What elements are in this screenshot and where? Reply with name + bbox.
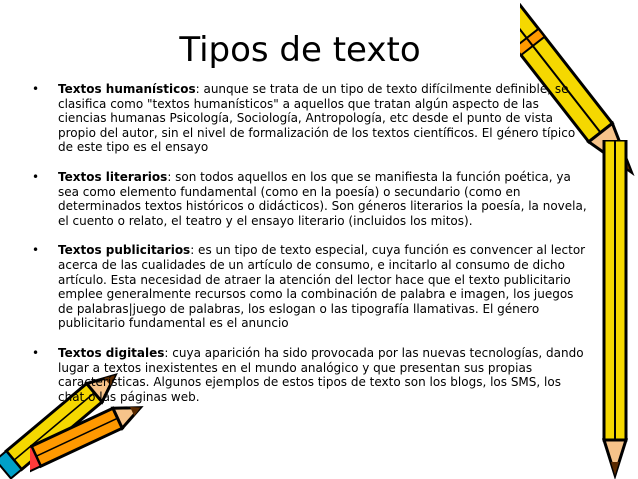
bullet-term: Textos humanísticos: [58, 82, 196, 96]
bullet-term: Textos digitales: [58, 345, 165, 360]
pencil-icon: [592, 140, 638, 479]
bullet-list: [28, 82, 588, 419]
bullet-text: : cuya aparición ha sido provocada por las nuevas tecnologías, dando lugar a textos inexistentes en el mundo analógico y que presentan sus propias características. Algunos ejemplos de estos tipos de texto son los blogs, los SMS, los chat o las páginas web.: [58, 345, 584, 404]
bullet-marker: •: [32, 169, 40, 184]
bullet-term: Textos literarios: [58, 169, 168, 184]
bullet-marker: •: [32, 345, 40, 360]
bullet-marker: •: [32, 243, 40, 258]
bullet-text: : aunque se trata de un tipo de texto difícilmente definible, se clasifica como "textos humanísticos" a aquellos que tratan algún aspecto de las ciencias humanas Psicología, Sociología, Antropología, etc desde el punto de vista propio del autor, sin el nivel de formalización de los textos científicos. El género típico de este tipo es el ensayo: [58, 82, 576, 155]
bullet-term: Textos publicitarios: [58, 243, 191, 258]
list-item: [28, 346, 588, 404]
slide-title: Tipos de texto: [179, 30, 421, 70]
bullet-marker: •: [32, 82, 40, 96]
list-item: [28, 243, 588, 331]
bullet-text: : es un tipo de texto especial, cuya función es convencer al lector acerca de las cualidades de un artículo de consumo, e incitarlo al consumo de dicho artículo. Esta necesidad de atraer la atención del lector hace que el texto publicitario emplee generalmente recursos como la combinación de palabra e imagen, los juegos de palabras|juego de palabras, los eslogan o las tipografía llamativas. El género publicitario fundamental es el anuncio: [58, 243, 586, 331]
list-item: [28, 170, 588, 228]
list-item: [28, 82, 588, 155]
bullet-text: : son todos aquellos en los que se manifiesta la función poética, ya sea como elemento fundamental (como en la poesía) o secundario (como en determinados textos históricos o didácticos). Son géneros literarios la poesía, la novela, el cuento o relato, el teatro y el ensayo literario (incluidos los mitos).: [58, 169, 587, 228]
